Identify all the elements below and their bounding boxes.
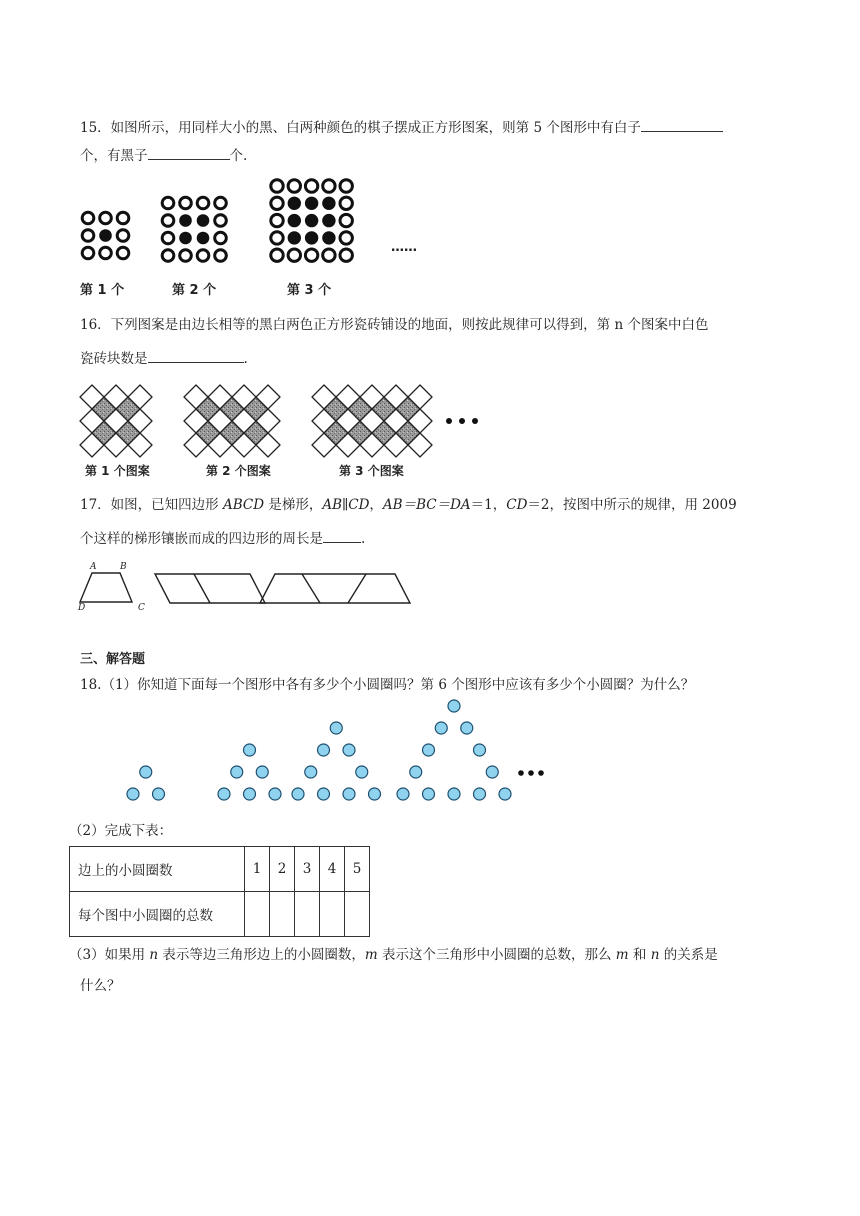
q15-caption-1: 第 1 个 [80, 283, 125, 298]
q15-figure [0, 175, 860, 295]
q15-blank-white[interactable] [641, 117, 723, 132]
small-circle [256, 766, 268, 778]
small-circle [423, 788, 435, 800]
small-circle [343, 788, 355, 800]
q17-divider-3 [348, 574, 366, 603]
small-circle [461, 722, 473, 734]
small-circle [244, 744, 256, 756]
small-circle [410, 766, 422, 778]
white-piece [271, 197, 283, 209]
white-piece [271, 249, 283, 261]
q18-table [69, 846, 370, 937]
table-row [70, 847, 370, 892]
q17-label-b: B [120, 562, 127, 572]
black-piece [323, 214, 335, 226]
white-piece [162, 250, 174, 262]
small-circle [486, 766, 498, 778]
q15-line1: 15．如图所示，用同样大小的黑、白两种颜色的棋子摆成正方形图案，则第 5 个图形中有白子 [80, 117, 723, 137]
ellipsis-dot [446, 418, 452, 424]
q16-line2: 瓷砖块数是 . [80, 348, 248, 368]
white-piece [162, 232, 174, 244]
small-circle [474, 788, 486, 800]
q18-part2: （2）完成下表： [69, 823, 173, 839]
q18-answer-5[interactable] [345, 892, 370, 937]
q17-label-d: D [78, 603, 86, 613]
white-piece [100, 247, 112, 259]
white-piece [288, 249, 300, 261]
white-piece [180, 250, 192, 262]
black-piece [197, 232, 209, 244]
q18-answer-3[interactable] [295, 892, 320, 937]
white-piece [340, 249, 352, 261]
black-piece [323, 197, 335, 209]
ellipsis-dot [459, 418, 465, 424]
q15-line2: 个，有黑子 个. [80, 145, 247, 165]
q18-figure [0, 705, 860, 815]
white-piece [215, 197, 227, 209]
q17-divider-1 [194, 574, 210, 603]
section3-heading: 三、解答题 [80, 652, 146, 667]
white-piece [117, 212, 129, 224]
small-circle [153, 788, 165, 800]
black-piece [197, 215, 209, 227]
small-circle [127, 788, 139, 800]
ellipsis-dot [472, 418, 478, 424]
q16-line1: 16．下列图案是由边长相等的黑白两色正方形瓷砖铺设的地面，则按此规律可以得到，第 n 个图案中白色 [80, 317, 709, 333]
small-circle [218, 788, 230, 800]
q18-row2-header: 每个图中小圆圈的总数 [70, 892, 245, 937]
small-circle [140, 766, 152, 778]
q18-part3-line1: （3）如果用 n 表示等边三角形边上的小圆圈数，m 表示这个三角形中小圆圈的总数，那么 m 和 n 的关系是 [69, 947, 718, 963]
white-piece [340, 197, 352, 209]
white-piece [323, 180, 335, 192]
black-piece [305, 197, 317, 209]
q18-col-1: 1 [245, 847, 270, 892]
white-piece [215, 232, 227, 244]
q18-answer-1[interactable] [245, 892, 270, 937]
q18-answer-2[interactable] [270, 892, 295, 937]
q16-caption-3: 第 3 个图案 [339, 464, 404, 478]
q17-label-c: C [138, 603, 145, 613]
small-circle [231, 766, 243, 778]
q18-part1: 18.（1）你知道下面每一个图形中各有多少个小圆圈吗？第 6 个图形中应该有多少个小圆圈？为什么？ [80, 677, 695, 693]
q16-caption-2: 第 2 个图案 [206, 464, 271, 478]
small-circle [343, 744, 355, 756]
ellipsis-dot [518, 770, 524, 776]
q15-caption-3: 第 3 个 [287, 283, 332, 298]
small-circle [369, 788, 381, 800]
white-piece [271, 214, 283, 226]
white-piece [197, 197, 209, 209]
white-piece [82, 230, 94, 242]
small-circle [244, 788, 256, 800]
q17-blank[interactable] [323, 528, 361, 543]
q17-parallelogram [155, 574, 265, 603]
black-piece [323, 232, 335, 244]
small-circle [435, 722, 447, 734]
white-piece [82, 247, 94, 259]
white-piece [117, 247, 129, 259]
white-piece [340, 180, 352, 192]
q18-col-3: 3 [295, 847, 320, 892]
small-circle [269, 788, 281, 800]
q17-trapezoid-3 [260, 574, 410, 603]
black-piece [288, 197, 300, 209]
black-piece [288, 232, 300, 244]
white-piece [180, 197, 192, 209]
small-circle [318, 744, 330, 756]
black-piece [100, 230, 112, 242]
small-circle [499, 788, 511, 800]
white-piece [215, 250, 227, 262]
black-piece [180, 232, 192, 244]
small-circle [448, 788, 460, 800]
q15-caption-2: 第 2 个 [172, 283, 217, 298]
white-piece [271, 232, 283, 244]
ellipsis-dot [528, 770, 534, 776]
q18-answer-4[interactable] [320, 892, 345, 937]
small-circle [330, 722, 342, 734]
white-piece [323, 249, 335, 261]
white-piece [197, 250, 209, 262]
white-piece [215, 215, 227, 227]
q18-col-2: 2 [270, 847, 295, 892]
table-row [70, 892, 370, 937]
ellipsis-dot [538, 770, 544, 776]
white-piece [162, 215, 174, 227]
black-piece [180, 215, 192, 227]
q17-divider-2 [302, 574, 320, 603]
q16-blank[interactable] [148, 348, 244, 363]
q17-figure [70, 560, 490, 620]
q17-label-a: A [90, 562, 97, 572]
q17-line1: 17．如图，已知四边形 ABCD 是梯形，AB∥CD，AB＝BC＝DA＝1，CD＝2，按图中所示的规律，用 2009 [80, 497, 737, 513]
white-piece [271, 180, 283, 192]
white-piece [100, 212, 112, 224]
small-circle [305, 766, 317, 778]
q17-line2: 个这样的梯形镶嵌而成的四边形的周长是 . [80, 528, 365, 548]
q18-row1-header: 边上的小圆圈数 [70, 847, 245, 892]
small-circle [356, 766, 368, 778]
q18-col-4: 4 [320, 847, 345, 892]
white-piece [162, 197, 174, 209]
small-circle [292, 788, 304, 800]
white-piece [305, 249, 317, 261]
small-circle [318, 788, 330, 800]
q15-ellipsis: …… [391, 240, 417, 255]
white-piece [82, 212, 94, 224]
q16-caption-1: 第 1 个图案 [85, 464, 150, 478]
white-piece [340, 214, 352, 226]
black-piece [305, 214, 317, 226]
small-circle [423, 744, 435, 756]
small-circle [448, 700, 460, 712]
q16-figure [0, 383, 860, 463]
black-piece [305, 232, 317, 244]
small-circle [397, 788, 409, 800]
white-piece [117, 230, 129, 242]
q15-blank-black[interactable] [148, 145, 230, 160]
white-piece [340, 232, 352, 244]
q18-col-5: 5 [345, 847, 370, 892]
q18-part3-line2: 什么？ [80, 978, 121, 994]
black-piece [288, 214, 300, 226]
small-circle [474, 744, 486, 756]
white-piece [288, 180, 300, 192]
white-piece [305, 180, 317, 192]
q17-trapezoid-1 [80, 573, 132, 602]
